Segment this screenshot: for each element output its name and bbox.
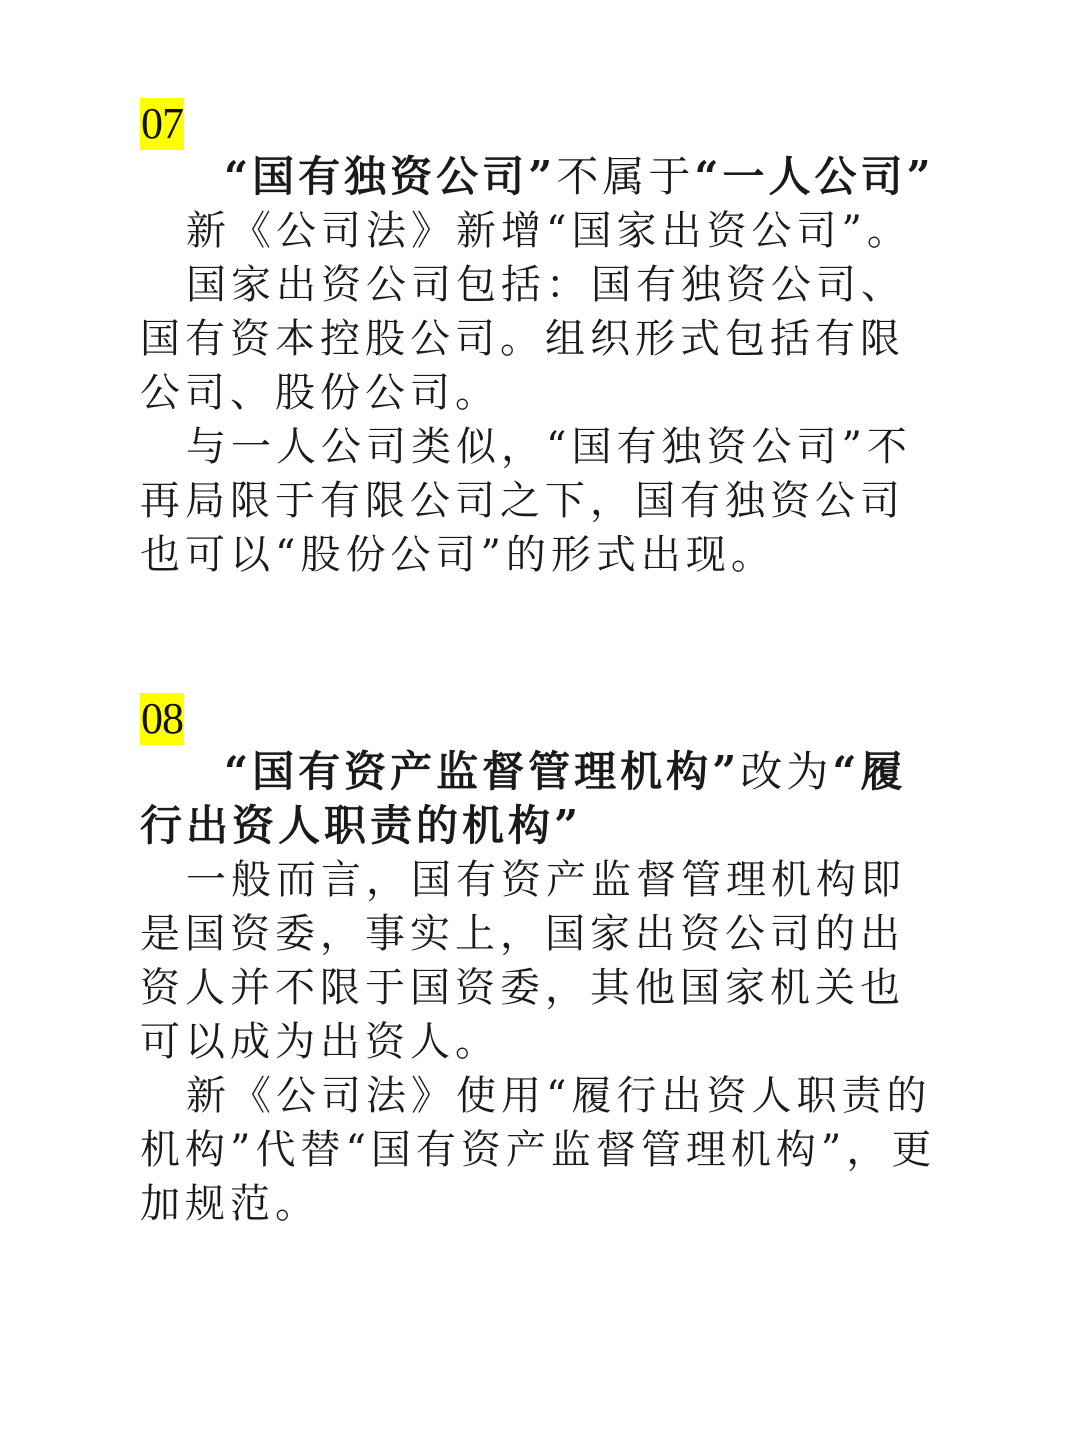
section-number-badge: 07 (141, 99, 183, 148)
section-number-badge: 08 (141, 694, 183, 743)
paragraph: 一般而言，国有资产监督管理机构即是国资委，事实上，国家出资公司的出资人并不限于国资委，其他国家机关也可以成为出资人。 (140, 857, 906, 1065)
section-heading (140, 150, 940, 204)
heading-part-1: “国有资产监督管理机构” (224, 747, 741, 796)
heading-part-1: “国有独资公司” (224, 152, 557, 201)
section-08 (140, 693, 940, 1231)
heading-part-2: 不属于 (556, 152, 695, 201)
section-heading (140, 745, 940, 853)
heading-part-3: “一人公司” (694, 152, 935, 201)
heading-part-2: 改为 (740, 747, 833, 796)
paragraph: 国家出资公司包括：国有独资公司、国有资本控股公司。组织形式包括有限公司、股份公司。 (140, 262, 906, 416)
paragraph: 新《公司法》新增“国家出资公司”。 (186, 208, 912, 254)
paragraph: 与一人公司类似，“国有独资公司”不再局限于有限公司之下，国有独资公司也可以“股份公司”的形式出现。 (140, 424, 912, 578)
heading-part-3: “履行出资人职责的机构” (140, 747, 907, 850)
paragraph: 新《公司法》使用“履行出资人职责的机构”代替“国有资产监督管理机构”，更加规范。 (140, 1073, 937, 1227)
section-07 (140, 98, 940, 582)
